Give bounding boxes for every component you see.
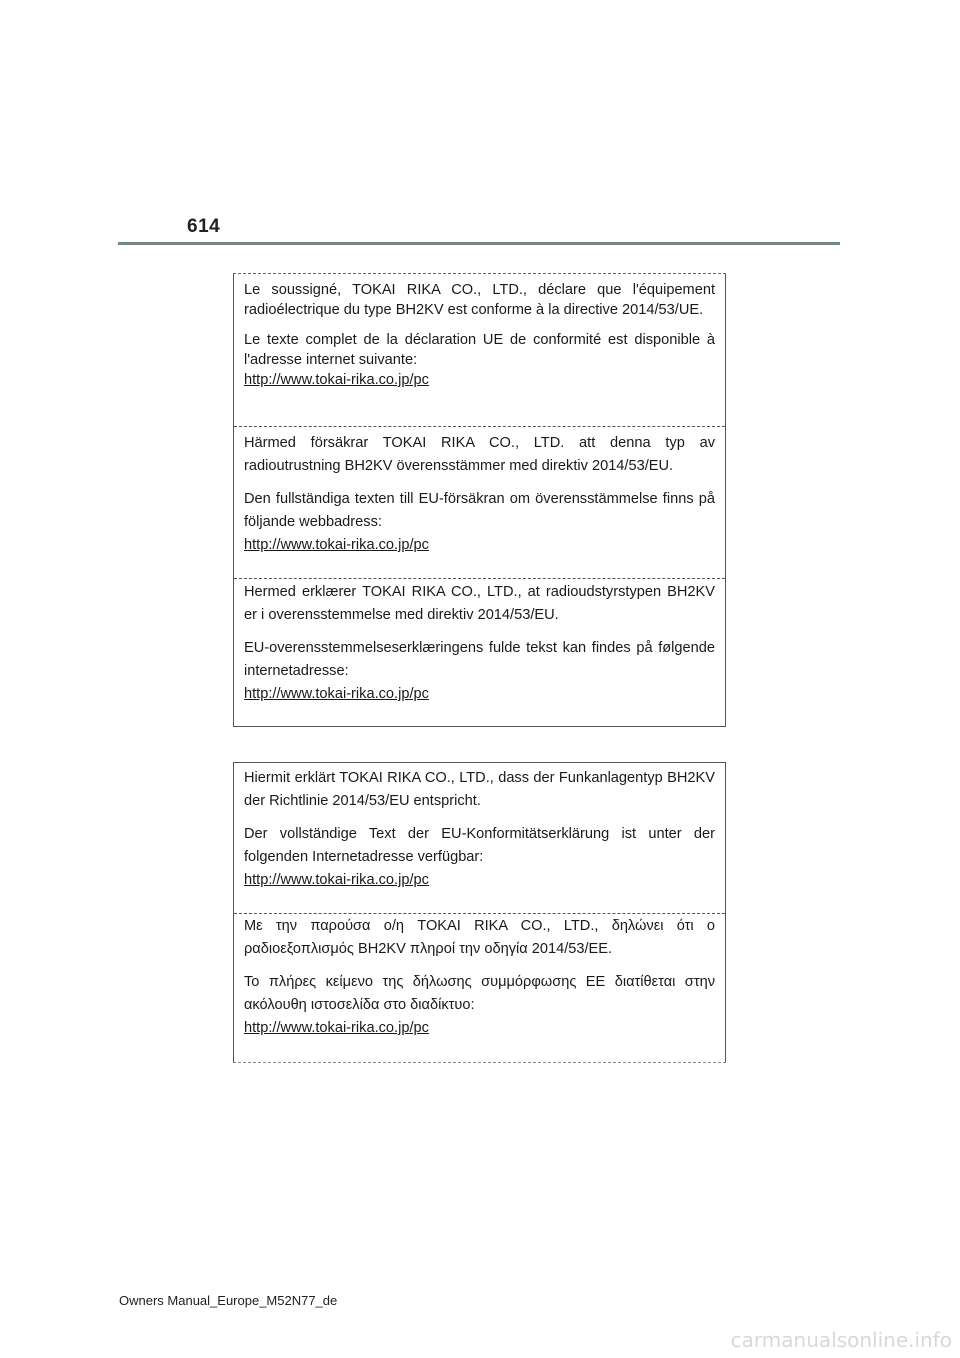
declaration-link[interactable]: http://www.tokai-rika.co.jp/pc bbox=[244, 872, 429, 888]
section-divider bbox=[234, 426, 725, 427]
declaration-text: Hiermit erklärt TOKAI RIKA CO., LTD., dass der Funkanlagentyp BH2KV der Richtlinie 2014/53/EU entspricht. bbox=[244, 770, 715, 809]
declaration-link[interactable]: http://www.tokai-rika.co.jp/pc bbox=[244, 1020, 429, 1036]
declaration-link[interactable]: http://www.tokai-rika.co.jp/pc bbox=[244, 537, 429, 553]
header-rule bbox=[118, 242, 840, 245]
footer-text: Owners Manual_Europe_M52N77_de bbox=[119, 1293, 338, 1308]
declaration-text: Härmed försäkrar TOKAI RIKA CO., LTD. att denna typ av radioutrustning BH2KV överensstämmer med direktiv 2014/53/EU. bbox=[244, 435, 715, 474]
availability-text: Den fullständiga texten till EU-försäkran om överensstämmelse finns på följande webbadress: bbox=[244, 491, 715, 530]
availability-text: Το πλήρες κείμενο της δήλωσης συμμόρφωσης ΕΕ διατίθεται στην ακόλουθη ιστοσελίδα στο διαδίκτυο: bbox=[244, 974, 715, 1013]
declaration-box-2 bbox=[233, 762, 726, 1063]
declaration-box-1 bbox=[233, 273, 726, 727]
declaration-text: Με την παρούσα ο/η TOKAI RIKA CO., LTD., δηλώνει ότι ο ραδιοεξοπλισμός BH2KV πληροί την οδηγία 2014/53/ΕΕ. bbox=[244, 918, 715, 957]
declaration-sv bbox=[234, 432, 725, 557]
declaration-link[interactable]: http://www.tokai-rika.co.jp/pc bbox=[244, 372, 429, 388]
declaration-de bbox=[234, 767, 725, 892]
watermark: carmanualsonline.info bbox=[730, 1328, 952, 1352]
declaration-fr bbox=[234, 280, 725, 390]
availability-text: Der vollständige Text der EU-Konformitätserklärung ist unter der folgenden Internetadresse verfügbar: bbox=[244, 826, 715, 865]
declaration-text: Hermed erklærer TOKAI RIKA CO., LTD., at radioudstyrstypen BH2KV er i overensstemmelse med direktiv 2014/53/EU. bbox=[244, 584, 715, 623]
page-number: 614 bbox=[187, 216, 221, 237]
availability-text: EU-overensstemmelseserklæringens fulde tekst kan findes på følgende internetadresse: bbox=[244, 640, 715, 679]
declaration-text: Le soussigné, TOKAI RIKA CO., LTD., déclare que l'équipement radioélectrique du type BH2KV est conforme à la directive 2014/53/UE. bbox=[244, 282, 715, 318]
declaration-el bbox=[234, 915, 725, 1040]
section-divider bbox=[234, 578, 725, 579]
declaration-link[interactable]: http://www.tokai-rika.co.jp/pc bbox=[244, 686, 429, 702]
availability-text: Le texte complet de la déclaration UE de conformité est disponible à l'adresse internet suivante: bbox=[244, 332, 715, 368]
section-divider bbox=[234, 913, 725, 914]
declaration-da bbox=[234, 581, 725, 706]
